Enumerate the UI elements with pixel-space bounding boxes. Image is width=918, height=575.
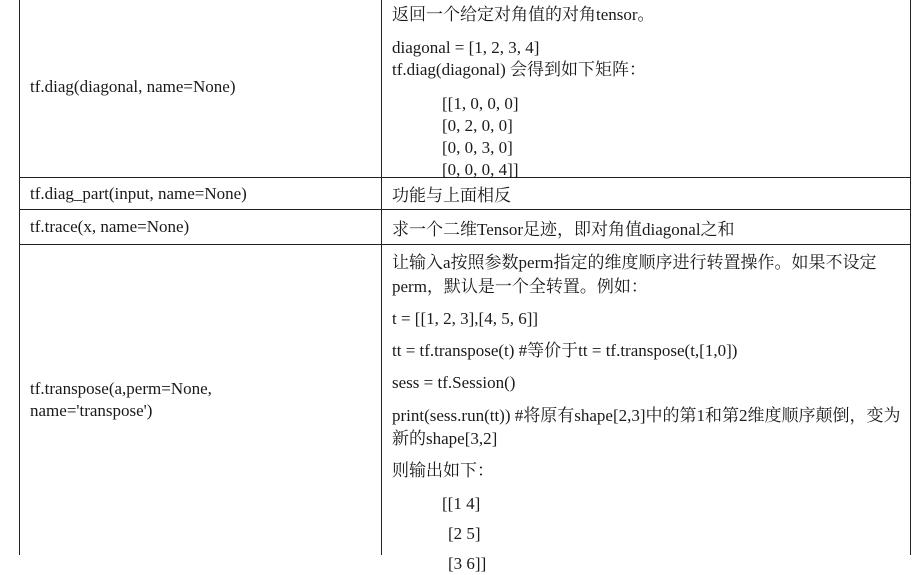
code-line: t = [[1, 2, 3],[4, 5, 6]] bbox=[392, 309, 539, 328]
code-line: diagonal = [1, 2, 3, 4] bbox=[392, 38, 540, 57]
function-name: tf.diag(diagonal, name=None) bbox=[30, 76, 236, 96]
function-name-cell bbox=[20, 0, 382, 177]
description-line: 返回一个给定对角值的对角tensor。 bbox=[392, 5, 655, 24]
code-paragraph: print(sess.run(tt)) #将原有shape[2,3]中的第1和第2维度顺序颠倒，变为新的shape[3,2] bbox=[392, 406, 901, 448]
function-table bbox=[19, 0, 911, 573]
function-name: tf.diag_part(input, name=None) bbox=[30, 183, 247, 203]
matrix-row: [0, 2, 0, 0] bbox=[442, 116, 513, 135]
function-name: tf.transpose(a,perm=None, name='transpose') bbox=[30, 379, 212, 420]
table-row bbox=[20, 210, 910, 245]
matrix-row: [[1, 0, 0, 0] bbox=[442, 94, 519, 113]
description-cell bbox=[382, 178, 910, 209]
code-line: tf.diag(diagonal) 会得到如下矩阵： bbox=[392, 60, 647, 79]
table-row bbox=[20, 0, 910, 178]
matrix-row: [0, 0, 3, 0] bbox=[442, 138, 513, 157]
function-name-cell bbox=[20, 178, 382, 209]
matrix-row: [[1 4] bbox=[442, 494, 481, 513]
description-cell bbox=[382, 245, 910, 573]
function-name-cell bbox=[20, 210, 382, 244]
description-line: 则输出如下： bbox=[392, 461, 494, 480]
code-line: sess = tf.Session() bbox=[392, 373, 516, 392]
matrix-row: [2 5] bbox=[448, 524, 481, 543]
description-cell bbox=[382, 210, 910, 244]
description-cell bbox=[382, 0, 910, 177]
matrix-row: [0, 0, 0, 4]] bbox=[442, 160, 519, 179]
matrix-row: [3 6]] bbox=[448, 554, 487, 573]
function-name: tf.trace(x, name=None) bbox=[30, 217, 190, 236]
function-name-cell bbox=[20, 245, 382, 555]
code-line: tt = tf.transpose(t) #等价于tt = tf.transpose(t,[1,0]) bbox=[392, 341, 738, 360]
description-line: 功能与上面相反 bbox=[392, 186, 511, 205]
description-line: 求一个二维Tensor足迹，即对角值diagonal之和 bbox=[392, 219, 735, 239]
table-row bbox=[20, 245, 910, 573]
table-row bbox=[20, 178, 910, 210]
description-paragraph: 让输入a按照参数perm指定的维度顺序进行转置操作。如果不设定perm，默认是一个全转置。例如： bbox=[392, 253, 877, 296]
